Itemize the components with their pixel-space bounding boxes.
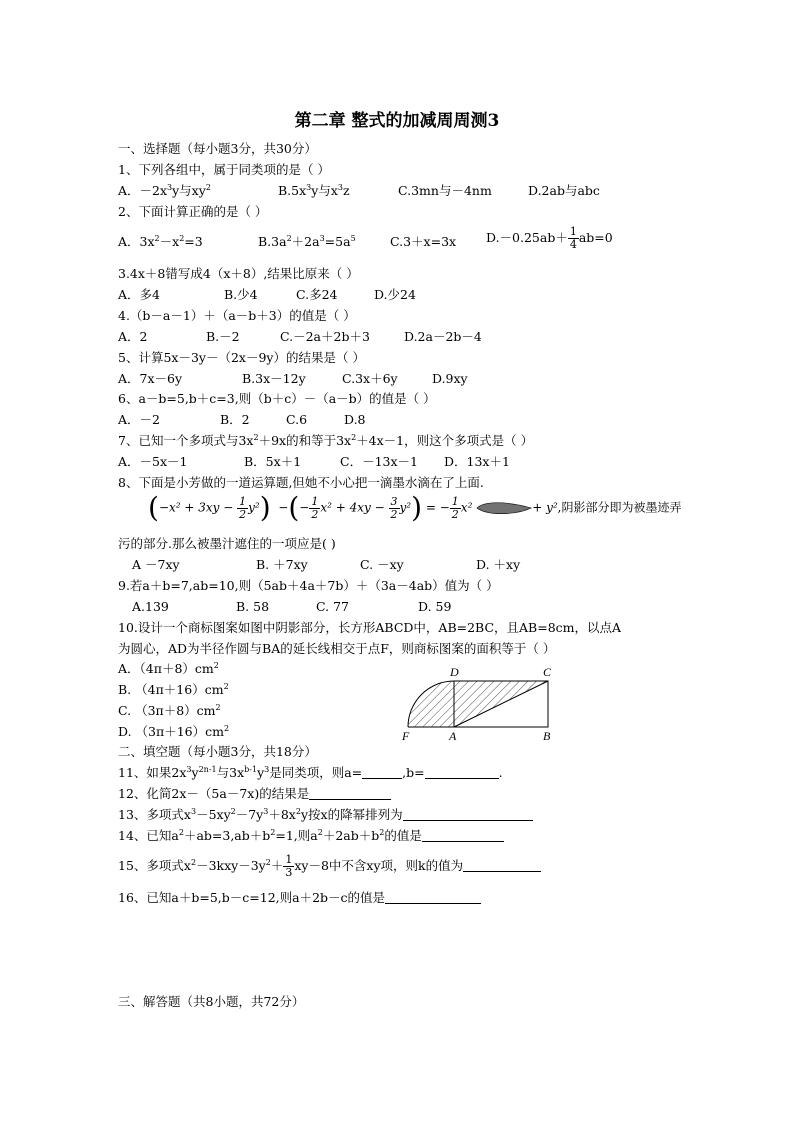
q3-option-b: B.少4: [224, 287, 258, 302]
question-11: 11、如果$2x^3y^{2n-1}$与$3x^{b-1}y^3$是同类项，则a= ,b= .: [118, 765, 503, 780]
question-8: 8、下面是小芳做的一道运算题,但她不小心把一滴墨水滴在了上面.: [118, 475, 484, 490]
section-fill-heading: 二、填空题（每小题3分，共18分）: [118, 744, 317, 759]
q1-option-a: A．$-2x^3y$与$xy^2$: [118, 183, 211, 198]
question-1: 1、下列各组中，属于同类项的是（ ）: [118, 162, 330, 177]
page-title: 第二章 整式的加减周周测3: [294, 111, 500, 131]
q1-option-b: $B.5x^3y$与$x^3z$: [278, 183, 350, 198]
question-14: 14、已知$a^2+ab=3,ab+b^2=1$,则$a^2+2ab+b^2$的值是: [118, 827, 504, 845]
label-c: C: [543, 665, 552, 679]
q9-option-c: C. 77: [316, 599, 349, 614]
fraction-one-third: $\frac{1}{3}$: [285, 853, 293, 879]
q4-option-b: B.－2: [206, 329, 240, 344]
q9-option-d: D. 59: [418, 599, 452, 614]
q6-option-c: C.6: [286, 412, 308, 427]
q6-option-a: A．－2: [118, 412, 160, 427]
q11-blank-a[interactable]: [362, 766, 402, 779]
q10-option-a: A．$(4\pi+8)cm^2$: [118, 661, 219, 676]
question-16: 16、已知a＋b=5,b－c=12,则a＋2b－c的值是: [118, 889, 481, 907]
question-9: 9.若a＋b=7,ab=10,则（5ab＋4a＋7b）＋（3a－4ab）值为（ ）: [118, 578, 499, 593]
question-15: 15、多项式$x^2-3kxy-3y^2+$ $\frac{1}{3}$ xy－8中不含xy项，则k的值为: [118, 852, 541, 880]
q16-blank[interactable]: [385, 891, 481, 904]
q10-option-d: D. $(3\pi+16)cm^2$: [118, 724, 230, 739]
question-13: 13、多项式$x^3-5xy^2-7y^3+8x^2y$按x的降幂排列为: [118, 806, 533, 824]
question-10: 10.设计一个商标图案如图中阴影部分，长方形ABCD中，AB=2BC，且AB=8cm，以点A: [118, 620, 622, 635]
label-b: B: [543, 729, 551, 743]
q7-option-d: D．13x＋1: [444, 454, 510, 469]
question-3: 3.4x＋8错写成4（x＋8）,结果比原来（ ）: [118, 266, 359, 281]
label-f: F: [402, 729, 410, 743]
q8-equation: (−x² + 3xy − $\frac{1}{2}$ y²) −(− $\frac{1}{2}$ x² + 4xy − $\frac{3}{2}$ y²) = − $\frac{1}{2}$ x² + y²,阴影部分即为被墨迹弄: [148, 491, 682, 524]
label-d: D: [450, 665, 459, 679]
label-a: A: [449, 729, 457, 743]
q9-option-a: A.139: [132, 599, 169, 614]
q2-option-d: [486, 226, 613, 251]
q7-option-c: C．－13x－1: [340, 454, 418, 469]
q3-option-a: A．多4: [118, 287, 160, 302]
q2-option-d-tail: ab=0: [578, 230, 613, 245]
question-2: 2、下面计算正确的是（ ）: [118, 204, 268, 219]
q10-option-c: C. $(3\pi+8)cm^2$: [118, 703, 221, 718]
q8-option-a: A －7xy: [132, 557, 180, 572]
q5-option-b: B.3x－12y: [242, 371, 306, 386]
q2-option-b: $B.3a^2+2a^3=5a^5$: [258, 234, 356, 249]
trademark-figure: [396, 660, 566, 744]
q10-option-b: B. $(4\pi+16)cm^2$: [118, 682, 229, 697]
question-6: 6、a－b=5,b＋c=3,则（b＋c）－（a－b）的值是（ ）: [118, 391, 436, 406]
q11-blank-b[interactable]: [425, 766, 499, 779]
q14-blank[interactable]: [422, 829, 504, 842]
question-7: 7、已知一个多项式与$3x^2+9x$的和等于$3x^2+4x-1$，则这个多项式是（ ）: [118, 433, 534, 448]
question-10-line2: 为圆心，AD为半径作圆与BA的延长线相交于点F，则商标图案的面积等于（ ）: [118, 641, 556, 656]
q1-option-c: C.3mn与－4nm: [398, 183, 492, 198]
q3-option-c: C.多24: [296, 287, 338, 302]
q5-option-a: A．7x－6y: [118, 371, 183, 386]
q15-blank[interactable]: [463, 859, 541, 872]
q6-option-b: B．2: [220, 412, 250, 427]
q4-option-c: C.－2a＋2b＋3: [280, 329, 370, 344]
q2-option-d-lead: D.－0.25ab＋: [486, 230, 568, 245]
q7-option-a: A．－5x－1: [118, 454, 188, 469]
q4-option-d: D.2a－2b－4: [404, 329, 482, 344]
q8-option-c: C. －xy: [360, 557, 404, 572]
q12-blank[interactable]: [309, 787, 391, 800]
q7-option-b: B．5x＋1: [244, 454, 302, 469]
q5-option-d: D.9xy: [432, 371, 468, 386]
q1-option-d: D.2ab与abc: [528, 183, 600, 198]
q6-option-d: D.8: [344, 412, 366, 427]
section-answer-heading: 三、解答题（共8小题，共72分）: [118, 994, 305, 1009]
q9-option-b: B. 58: [236, 599, 270, 614]
question-5: 5、计算5x－3y－（2x－9y）的结果是（ ）: [118, 350, 365, 365]
q2-option-c: C.3＋x=3x: [390, 234, 457, 249]
q8-tail: ,阴影部分即为被墨迹弄: [557, 500, 682, 515]
q2-option-a: A．$3x^2-x^2=3$: [118, 234, 203, 249]
q8-option-b: B. ＋7xy: [256, 557, 308, 572]
q13-blank[interactable]: [403, 808, 533, 821]
question-12: 12、化简2x－（5a－7x)的结果是: [118, 785, 391, 803]
question-8-line2: 污的部分.那么被墨汁遮住的一项应是( ): [118, 536, 336, 551]
section-choice-heading: 一、选择题（每小题3分，共30分）: [118, 141, 317, 156]
ink-blot-image: [476, 501, 532, 516]
q5-option-c: C.3x＋6y: [342, 371, 398, 386]
fraction-one-quarter: $\frac{1}{4}$: [569, 225, 577, 251]
question-4: 4.（b－a－1）＋（a－b＋3）的值是（ ）: [118, 308, 356, 323]
q4-option-a: A．2: [118, 329, 148, 344]
q3-option-d: D.少24: [374, 287, 416, 302]
q8-option-d: D. ＋xy: [476, 557, 521, 572]
